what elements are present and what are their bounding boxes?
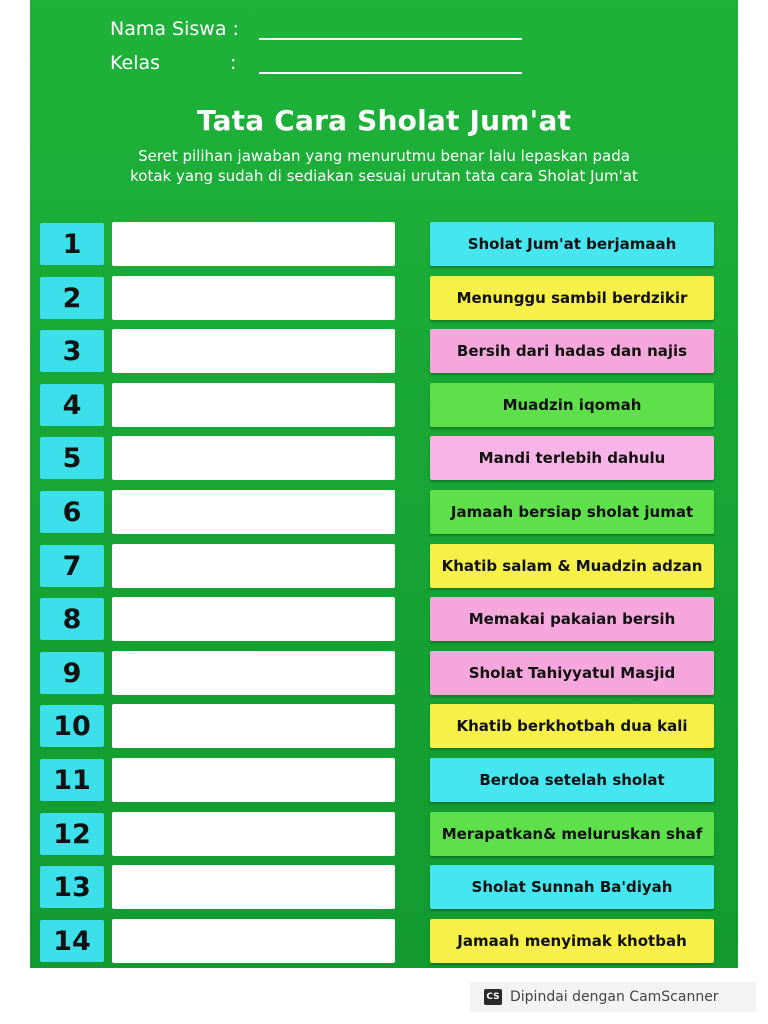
kelas-label: Kelas: [110, 52, 161, 74]
drop-slot[interactable]: [112, 276, 395, 320]
answer-row: [30, 544, 738, 588]
answer-row: [30, 383, 738, 427]
step-number: 3: [40, 330, 104, 372]
answer-row: [30, 704, 738, 748]
answer-row: [30, 329, 738, 373]
step-number: 2: [40, 277, 104, 319]
step-number: 14: [40, 920, 104, 962]
drop-slot[interactable]: [112, 222, 395, 266]
drop-slot[interactable]: [112, 544, 395, 588]
instructions-line-2: kotak yang sudah di sediakan sesuai urutan tata cara Sholat Jum'at: [130, 167, 638, 185]
answer-row: [30, 436, 738, 480]
nama-siswa-field[interactable]: [259, 38, 522, 40]
step-number: 8: [40, 598, 104, 640]
answer-row: [30, 758, 738, 802]
camscanner-text: Dipindai dengan CamScanner: [510, 989, 719, 1005]
drop-slot[interactable]: [112, 919, 395, 963]
step-number: 5: [40, 437, 104, 479]
instructions-line-1: Seret pilihan jawaban yang menurutmu benar lalu lepaskan pada: [138, 147, 630, 165]
answer-option[interactable]: Khatib berkhotbah dua kali: [430, 704, 714, 748]
kelas-colon: :: [230, 52, 237, 74]
worksheet: [30, 0, 738, 968]
kelas-field[interactable]: [259, 72, 522, 74]
drop-slot[interactable]: [112, 758, 395, 802]
step-number: 10: [40, 705, 104, 747]
step-number: 12: [40, 813, 104, 855]
drop-slot[interactable]: [112, 812, 395, 856]
drop-slot[interactable]: [112, 704, 395, 748]
answer-option[interactable]: Sholat Sunnah Ba'diyah: [430, 865, 714, 909]
kelas-row: [110, 52, 522, 74]
answer-row: [30, 222, 738, 266]
step-number: 7: [40, 545, 104, 587]
drop-slot[interactable]: [112, 597, 395, 641]
answer-option[interactable]: Memakai pakaian bersih: [430, 597, 714, 641]
answer-option[interactable]: Menunggu sambil berdzikir: [430, 276, 714, 320]
answer-option[interactable]: Sholat Tahiyyatul Masjid: [430, 651, 714, 695]
drop-slot[interactable]: [112, 490, 395, 534]
answer-option[interactable]: Jamaah menyimak khotbah: [430, 919, 714, 963]
camscanner-logo-icon: CS: [484, 989, 502, 1005]
answer-row: [30, 812, 738, 856]
answer-option[interactable]: Sholat Jum'at berjamaah: [430, 222, 714, 266]
drop-slot[interactable]: [112, 865, 395, 909]
step-number: 11: [40, 759, 104, 801]
answer-option[interactable]: Merapatkan& meluruskan shaf: [430, 812, 714, 856]
answer-option[interactable]: Muadzin iqomah: [430, 383, 714, 427]
answer-row: [30, 865, 738, 909]
answer-row: [30, 276, 738, 320]
answer-option[interactable]: Berdoa setelah sholat: [430, 758, 714, 802]
camscanner-watermark: [470, 982, 756, 1012]
step-number: 6: [40, 491, 104, 533]
page-title: Tata Cara Sholat Jum'at: [196, 104, 572, 137]
step-number: 1: [40, 223, 104, 265]
nama-siswa-row: [110, 18, 522, 40]
step-number: 4: [40, 384, 104, 426]
instructions: [30, 146, 738, 186]
answer-option[interactable]: Mandi terlebih dahulu: [430, 436, 714, 480]
drop-slot[interactable]: [112, 383, 395, 427]
answer-row: [30, 597, 738, 641]
answer-option[interactable]: Jamaah bersiap sholat jumat: [430, 490, 714, 534]
answer-option[interactable]: Bersih dari hadas dan najis: [430, 329, 714, 373]
drop-slot[interactable]: [112, 329, 395, 373]
step-number: 9: [40, 652, 104, 694]
answer-option[interactable]: Khatib salam & Muadzin adzan: [430, 544, 714, 588]
answer-row: [30, 919, 738, 963]
answer-row: [30, 651, 738, 695]
answer-row: [30, 490, 738, 534]
drop-slot[interactable]: [112, 436, 395, 480]
nama-siswa-label: Nama Siswa :: [110, 18, 239, 40]
step-number: 13: [40, 866, 104, 908]
drop-slot[interactable]: [112, 651, 395, 695]
